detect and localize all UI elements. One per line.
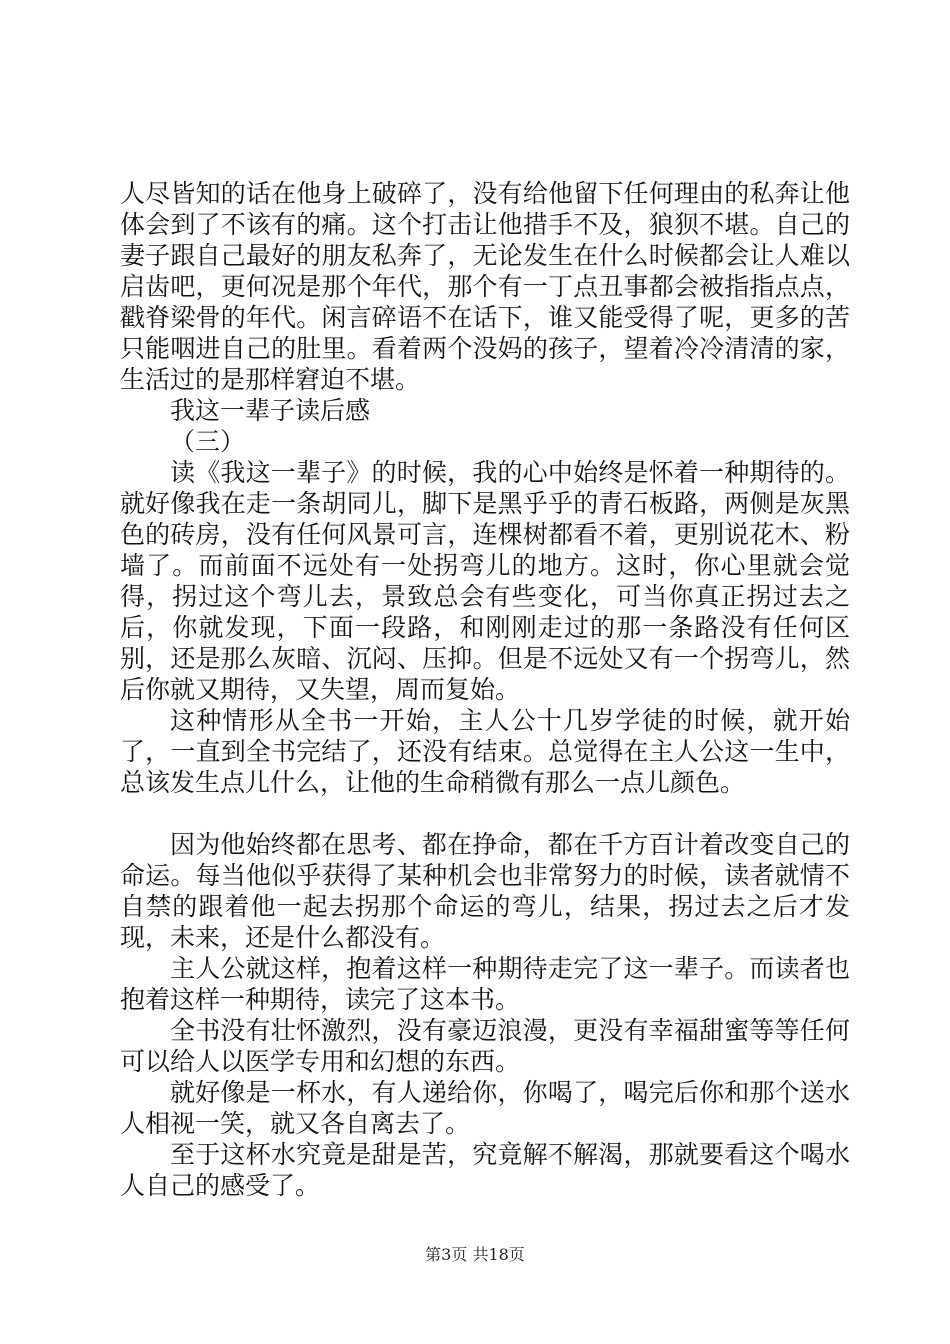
paragraph: 读《我这一辈子》的时候，我的心中始终是怀着一种期待的。就好像我在走一条胡同儿，脚下是黑乎乎的青石板路，两侧是灰黑色的砖房，没有任何风景可言，连棵树都看不着，更别说花木、粉墙了。而前面不远处有一处拐弯儿的地方。这时，你心里就会觉得，拐过这个弯儿去，景致总会有些变化，可当你真正拐过去之后，你就发现，下面一段路，和刚刚走过的那一条路没有任何区别，还是那么灰暗、沉闷、压抑。但是不远处又有一个拐弯儿，然后你就又期待，又失望，周而复始。 <box>120 458 850 704</box>
paragraph: 这种情形从全书一开始，主人公十几岁学徒的时候，就开始了，一直到全书完结了，还没有结束。总觉得在主人公这一生中，总该发生点儿什么，让他的生命稍微有那么一点儿颜色。 <box>120 706 850 797</box>
section-heading: 我这一辈子读后感 <box>170 396 371 425</box>
paragraph: 就好像是一杯水，有人递给你，你喝了，喝完后你和那个送水人相视一笑，就又各自离去了。 <box>120 1078 850 1138</box>
paragraph: 因为他始终都在思考、都在挣命，都在千方百计着改变自己的命运。每当他似乎获得了某种机会也非常努力的时候，读者就情不自禁的跟着他一起去拐那个命运的弯儿，结果，拐过去之后才发现，未来，还是什么都没有。 <box>120 830 850 952</box>
document-body <box>120 178 850 1201</box>
paragraph-continuation: 人尽皆知的话在他身上破碎了，没有给他留下任何理由的私奔让他体会到了不该有的痛。这个打击让他措手不及，狼狈不堪。自己的妻子跟自己最好的朋友私奔了，无论发生在什么时候都会让人难以启齿吧，更何况是那个年代，那个有一丁点丑事都会被指指点点，戳脊梁骨的年代。闲言碎语不在话下，谁又能受得了呢，更多的苦只能咽进自己的肚里。看着两个没妈的孩子，望着冷冷清清的家，生活过的是那样窘迫不堪。 <box>120 179 850 394</box>
page-footer: 第3页 共18页 <box>425 1245 525 1264</box>
paragraph: 主人公就这样，抱着这样一种期待走完了这一辈子。而读者也抱着这样一种期待，读完了这本书。 <box>120 954 850 1014</box>
section-number: （三） <box>170 427 246 456</box>
paragraph: 全书没有壮怀激烈，没有豪迈浪漫，更没有幸福甜蜜等等任何可以给人以医学专用和幻想的东西。 <box>120 1016 850 1076</box>
paragraph: 至于这杯水究竟是甜是苦，究竟解不解渴，那就要看这个喝水人自己的感受了。 <box>120 1140 850 1200</box>
